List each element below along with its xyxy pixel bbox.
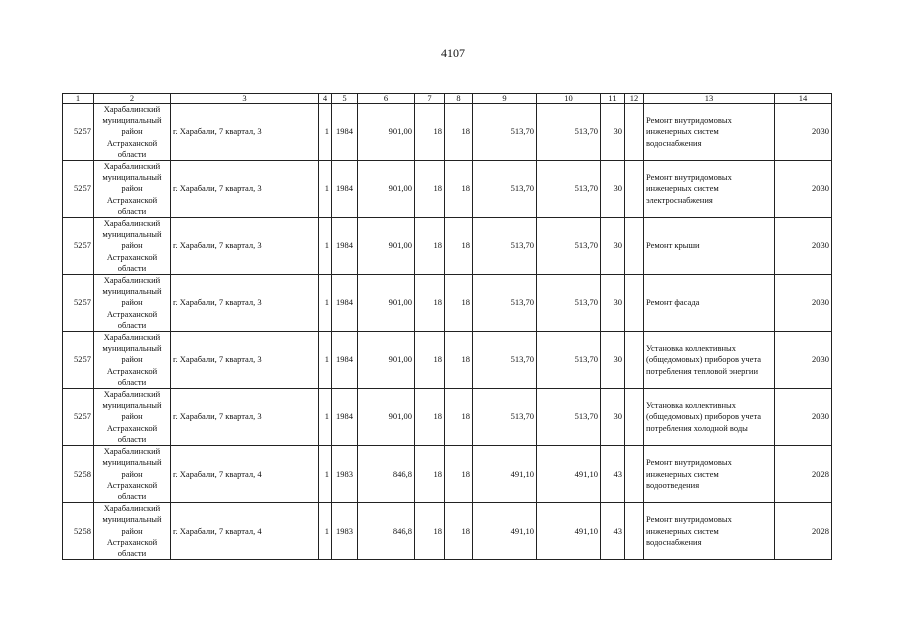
cell-col12 (625, 446, 644, 503)
cell-col4: 1 (319, 389, 332, 446)
cell-house-id: 5257 (63, 218, 94, 275)
cell-end-year: 2030 (775, 218, 832, 275)
cell-address: г. Харабали, 7 квартал, 3 (171, 332, 319, 389)
cell-col6: 901,00 (358, 332, 415, 389)
cell-col4: 1 (319, 161, 332, 218)
cell-district-line: Астраханской (106, 422, 158, 433)
column-number: 8 (445, 94, 473, 104)
column-number: 11 (601, 94, 625, 104)
cell-work-type-line: инженерных систем (646, 525, 719, 536)
cell-work-type-line: Ремонт внутридомовых (646, 172, 732, 183)
cell-district (94, 332, 171, 389)
cell-district-line: области (117, 262, 147, 273)
cell-end-year: 2030 (775, 389, 832, 446)
cell-work-type (644, 446, 775, 503)
cell-end-year: 2030 (775, 275, 832, 332)
table-row (63, 104, 832, 161)
cell-end-year: 2030 (775, 332, 832, 389)
cell-col7: 18 (415, 389, 445, 446)
cell-work-type (644, 104, 775, 161)
cell-year: 1984 (332, 104, 358, 161)
cell-col12 (625, 332, 644, 389)
cell-district-line: Харабалинский (103, 332, 161, 343)
cell-col7: 18 (415, 218, 445, 275)
cell-end-year: 2028 (775, 503, 832, 560)
cell-district-line: район (121, 183, 143, 194)
cell-district-line: район (121, 297, 143, 308)
cell-district-line: муниципальный (102, 172, 162, 183)
cell-address: г. Харабали, 7 квартал, 3 (171, 218, 319, 275)
cell-end-year: 2028 (775, 446, 832, 503)
page-number: 4107 (441, 46, 465, 60)
cell-col7: 18 (415, 332, 445, 389)
cell-year: 1984 (332, 275, 358, 332)
cell-work-type-line: водоснабжения (646, 536, 702, 547)
cell-col10: 513,70 (537, 389, 601, 446)
cell-col12 (625, 503, 644, 560)
cell-district-line: Харабалинский (103, 275, 161, 286)
cell-house-id: 5258 (63, 446, 94, 503)
cell-col11: 30 (601, 161, 625, 218)
table-body (63, 104, 832, 560)
cell-district-line: район (121, 354, 143, 365)
cell-year: 1983 (332, 446, 358, 503)
cell-district (94, 389, 171, 446)
cell-district-line: области (117, 319, 147, 330)
cell-col10: 513,70 (537, 275, 601, 332)
cell-district-line: Харабалинский (103, 104, 161, 114)
cell-col8: 18 (445, 104, 473, 161)
cell-work-type-line: (общедомовых) приборов учета (646, 354, 762, 365)
cell-district-line: муниципальный (102, 115, 162, 126)
cell-col9: 491,10 (473, 503, 537, 560)
cell-year: 1984 (332, 332, 358, 389)
cell-col4: 1 (319, 104, 332, 161)
cell-district-line: Астраханской (106, 479, 158, 490)
cell-address: г. Харабали, 7 квартал, 3 (171, 389, 319, 446)
cell-col11: 43 (601, 503, 625, 560)
cell-district-line: Харабалинский (103, 503, 161, 514)
cell-end-year: 2030 (775, 104, 832, 161)
cell-work-type-line: Установка коллективных (646, 343, 736, 354)
cell-col7: 18 (415, 503, 445, 560)
cell-year: 1984 (332, 161, 358, 218)
cell-col11: 30 (601, 389, 625, 446)
column-number: 9 (473, 94, 537, 104)
cell-year: 1984 (332, 389, 358, 446)
cell-col4: 1 (319, 503, 332, 560)
cell-col11: 30 (601, 104, 625, 161)
cell-address: г. Харабали, 7 квартал, 3 (171, 275, 319, 332)
cell-col6: 846,8 (358, 503, 415, 560)
cell-district-line: муниципальный (102, 400, 162, 411)
cell-district-line: Харабалинский (103, 446, 161, 457)
cell-work-type (644, 389, 775, 446)
cell-district-line: район (121, 468, 143, 479)
cell-col4: 1 (319, 275, 332, 332)
cell-col12 (625, 161, 644, 218)
cell-district (94, 503, 171, 560)
cell-address: г. Харабали, 7 квартал, 3 (171, 104, 319, 161)
cell-col8: 18 (445, 389, 473, 446)
cell-year: 1984 (332, 218, 358, 275)
column-number: 13 (644, 94, 775, 104)
column-number: 7 (415, 94, 445, 104)
cell-district-line: Астраханской (106, 536, 158, 547)
table-row (63, 218, 832, 275)
cell-work-type-line: водоотведения (646, 479, 700, 490)
table-row (63, 503, 832, 560)
cell-district-line: Харабалинский (103, 389, 161, 400)
column-number: 3 (171, 94, 319, 104)
cell-col12 (625, 389, 644, 446)
cell-district (94, 104, 171, 161)
cell-col9: 513,70 (473, 389, 537, 446)
cell-col6: 846,8 (358, 446, 415, 503)
cell-address: г. Харабали, 7 квартал, 4 (171, 503, 319, 560)
capital-repair-table (62, 93, 832, 560)
cell-col4: 1 (319, 218, 332, 275)
cell-work-type (644, 218, 775, 275)
cell-work-type-line: Ремонт крыши (646, 240, 700, 251)
cell-col10: 513,70 (537, 104, 601, 161)
cell-district-line: области (117, 490, 147, 501)
cell-col9: 513,70 (473, 275, 537, 332)
cell-work-type-line: водоснабжения (646, 137, 702, 148)
cell-house-id: 5257 (63, 389, 94, 446)
cell-col9: 513,70 (473, 332, 537, 389)
cell-district (94, 275, 171, 332)
cell-house-id: 5257 (63, 104, 94, 161)
cell-col10: 491,10 (537, 446, 601, 503)
column-number: 12 (625, 94, 644, 104)
cell-col7: 18 (415, 104, 445, 161)
cell-work-type-line: Ремонт фасада (646, 297, 700, 308)
cell-work-type (644, 275, 775, 332)
cell-district-line: Астраханской (106, 308, 158, 319)
cell-col10: 513,70 (537, 332, 601, 389)
cell-work-type-line: Ремонт внутридомовых (646, 115, 732, 126)
column-number: 10 (537, 94, 601, 104)
cell-district-line: район (121, 240, 143, 251)
cell-col11: 30 (601, 218, 625, 275)
cell-col9: 491,10 (473, 446, 537, 503)
column-number: 6 (358, 94, 415, 104)
cell-col6: 901,00 (358, 161, 415, 218)
cell-work-type-line: инженерных систем (646, 126, 719, 137)
cell-address: г. Харабали, 7 квартал, 4 (171, 446, 319, 503)
cell-col6: 901,00 (358, 104, 415, 161)
cell-district-line: области (117, 376, 147, 387)
column-number-row (63, 94, 832, 104)
table-row (63, 275, 832, 332)
cell-col8: 18 (445, 218, 473, 275)
cell-district-line: муниципальный (102, 229, 162, 240)
column-number: 5 (332, 94, 358, 104)
cell-col12 (625, 275, 644, 332)
cell-col10: 513,70 (537, 218, 601, 275)
cell-district-line: район (121, 525, 143, 536)
cell-col11: 30 (601, 275, 625, 332)
cell-work-type-line: Установка коллективных (646, 400, 736, 411)
column-number: 4 (319, 94, 332, 104)
table-row (63, 332, 832, 389)
table-row (63, 389, 832, 446)
cell-col6: 901,00 (358, 389, 415, 446)
cell-district-line: области (117, 547, 147, 558)
cell-col9: 513,70 (473, 104, 537, 161)
cell-house-id: 5257 (63, 161, 94, 218)
table-row (63, 446, 832, 503)
cell-district-line: области (117, 433, 147, 444)
cell-col12 (625, 104, 644, 161)
cell-district-line: Астраханской (106, 194, 158, 205)
cell-col7: 18 (415, 446, 445, 503)
column-number: 2 (94, 94, 171, 104)
cell-district-line: Харабалинский (103, 218, 161, 229)
cell-col10: 491,10 (537, 503, 601, 560)
column-number: 14 (775, 94, 832, 104)
cell-col8: 18 (445, 161, 473, 218)
cell-house-id: 5258 (63, 503, 94, 560)
cell-district-line: муниципальный (102, 457, 162, 468)
cell-house-id: 5257 (63, 275, 94, 332)
cell-work-type-line: потребления холодной воды (646, 422, 748, 433)
cell-district-line: район (121, 411, 143, 422)
cell-col7: 18 (415, 275, 445, 332)
cell-district-line: Астраханской (106, 365, 158, 376)
cell-district (94, 446, 171, 503)
cell-district-line: Астраханской (106, 251, 158, 262)
cell-work-type-line: потребления тепловой энергии (646, 365, 758, 376)
cell-address: г. Харабали, 7 квартал, 3 (171, 161, 319, 218)
cell-work-type-line: инженерных систем (646, 468, 719, 479)
cell-district-line: области (117, 148, 147, 159)
cell-col10: 513,70 (537, 161, 601, 218)
cell-district-line: район (121, 126, 143, 137)
cell-work-type-line: Ремонт внутридомовых (646, 457, 732, 468)
cell-col8: 18 (445, 332, 473, 389)
cell-col8: 18 (445, 503, 473, 560)
cell-col6: 901,00 (358, 218, 415, 275)
cell-district-line: муниципальный (102, 286, 162, 297)
cell-end-year: 2030 (775, 161, 832, 218)
cell-district-line: области (117, 205, 147, 216)
cell-work-type (644, 503, 775, 560)
cell-col11: 43 (601, 446, 625, 503)
cell-col8: 18 (445, 275, 473, 332)
column-number: 1 (63, 94, 94, 104)
cell-col7: 18 (415, 161, 445, 218)
cell-district-line: Астраханской (106, 137, 158, 148)
cell-year: 1983 (332, 503, 358, 560)
cell-house-id: 5257 (63, 332, 94, 389)
cell-work-type-line: инженерных систем (646, 183, 719, 194)
cell-col12 (625, 218, 644, 275)
cell-district-line: муниципальный (102, 343, 162, 354)
cell-district-line: муниципальный (102, 514, 162, 525)
cell-district-line: Харабалинский (103, 161, 161, 172)
cell-col6: 901,00 (358, 275, 415, 332)
cell-col9: 513,70 (473, 161, 537, 218)
cell-district (94, 161, 171, 218)
cell-work-type (644, 161, 775, 218)
cell-col4: 1 (319, 332, 332, 389)
table-row (63, 161, 832, 218)
cell-work-type-line: Ремонт внутридомовых (646, 514, 732, 525)
cell-work-type (644, 332, 775, 389)
cell-col11: 30 (601, 332, 625, 389)
cell-col8: 18 (445, 446, 473, 503)
cell-col9: 513,70 (473, 218, 537, 275)
cell-work-type-line: электроснабжения (646, 194, 713, 205)
cell-work-type-line: (общедомовых) приборов учета (646, 411, 762, 422)
cell-district (94, 218, 171, 275)
cell-col4: 1 (319, 446, 332, 503)
